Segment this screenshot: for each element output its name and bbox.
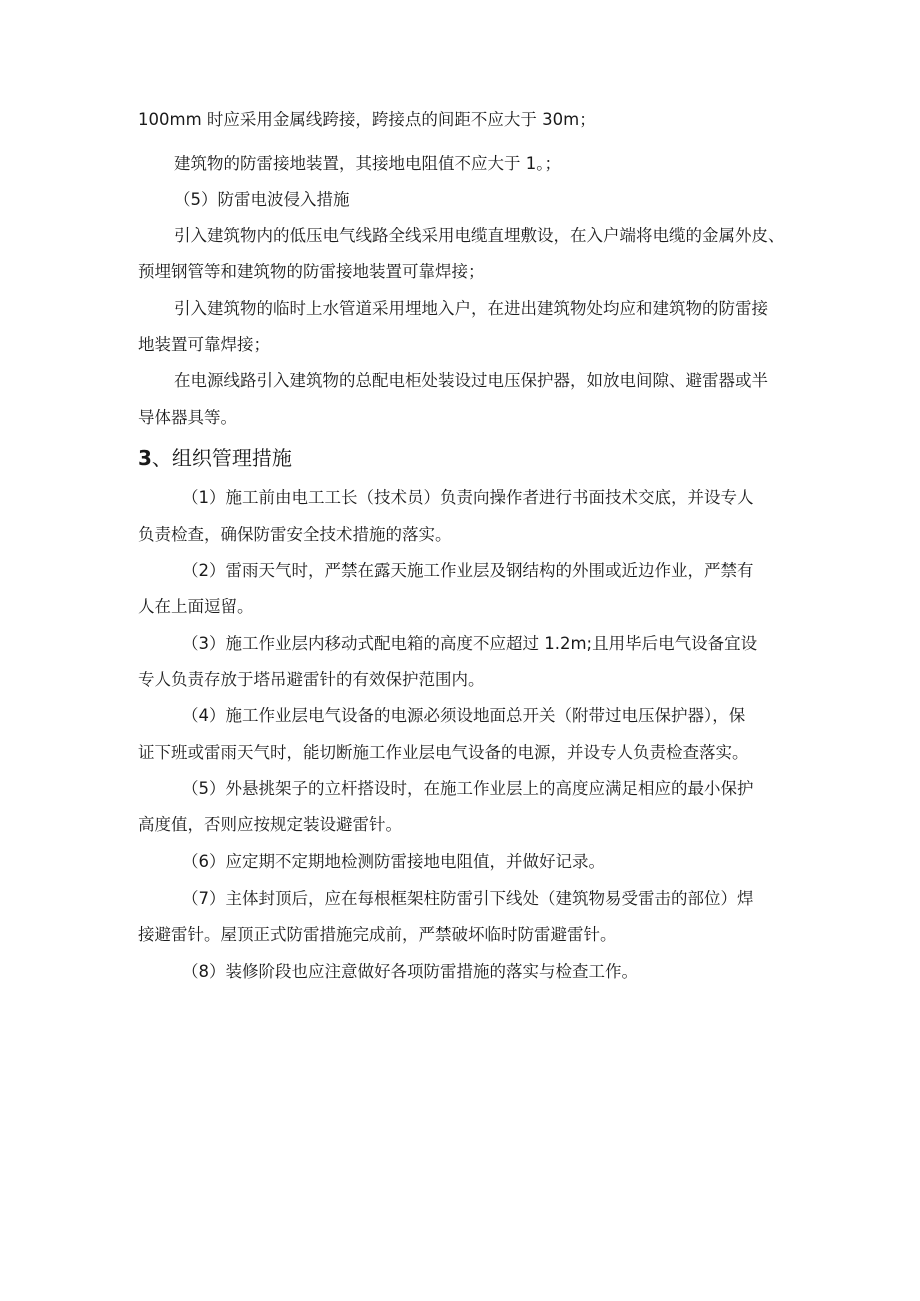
paragraph-line: 地装置可靠焊接；: [138, 335, 270, 354]
paragraph-line: 建筑物的防雷接地装置，其接地电阻值不应大于 1。；: [174, 154, 561, 173]
list-item-line: （8）装修阶段也应注意做好各项防雷措施的落实与检查工作。: [182, 962, 638, 981]
list-item-line: （2）雷雨天气时，严禁在露天施工作业层及钢结构的外围或近边作业，严禁有: [182, 561, 754, 580]
paragraph-line: 引入建筑物内的低压电气线路全线采用电缆直埋敷设，在入户端将电缆的金属外皮、: [174, 226, 785, 245]
list-item-line: 人在上面逗留。: [138, 597, 254, 616]
list-item-line: （1）施工前由电工工长（技术员）负责向操作者进行书面技术交底，并设专人: [182, 488, 754, 507]
list-item-line: 专人负责存放于塔吊避雷针的有效保护范围内。: [138, 670, 485, 689]
subheading-line: （5）防雷电波侵入措施: [174, 190, 350, 209]
list-item-line: 接避雷针。屋顶正式防雷措施完成前，严禁破坏临时防雷避雷针。: [138, 925, 617, 944]
paragraph-line: 引入建筑物的临时上水管道采用埋地入户，在进出建筑物处均应和建筑物的防雷接: [174, 299, 768, 318]
list-item-line: （5）外悬挑架子的立杆搭设时，在施工作业层上的高度应满足相应的最小保护: [182, 779, 754, 798]
list-item-line: （6）应定期不定期地检测防雷接地电阻值，并做好记录。: [182, 852, 605, 871]
list-item-line: （4）施工作业层电气设备的电源必须设地面总开关（附带过电压保护器），保: [182, 706, 746, 725]
list-item-line: 负责检查，确保防雷安全技术措施的落实。: [138, 525, 452, 544]
section-title: 、组织管理措施: [151, 446, 292, 470]
paragraph-line: 在电源线路引入建筑物的总配电柜处装设过电压保护器，如放电间隙、避雷器或半: [174, 371, 768, 390]
paragraph-line: 预埋钢管等和建筑物的防雷接地装置可靠焊接；: [138, 262, 485, 281]
list-item-line: 高度值，否则应按规定装设避雷针。: [138, 815, 402, 834]
list-item-line: 证下班或雷雨天气时，能切断施工作业层电气设备的电源，并设专人负责检查落实。: [138, 743, 749, 762]
section-heading: [138, 443, 292, 473]
section-number: 3: [138, 446, 152, 470]
paragraph-line: 导体器具等。: [138, 408, 237, 427]
list-item-line: （7）主体封顶后，应在每根框架柱防雷引下线处（建筑物易受雷击的部位）焊: [182, 889, 754, 908]
paragraph-line: 100mm 时应采用金属线跨接，跨接点的间距不应大于 30m；: [138, 110, 596, 129]
list-item-line: （3）施工作业层内移动式配电箱的高度不应超过 1.2m;且用毕后电气设备宜设: [182, 634, 758, 653]
